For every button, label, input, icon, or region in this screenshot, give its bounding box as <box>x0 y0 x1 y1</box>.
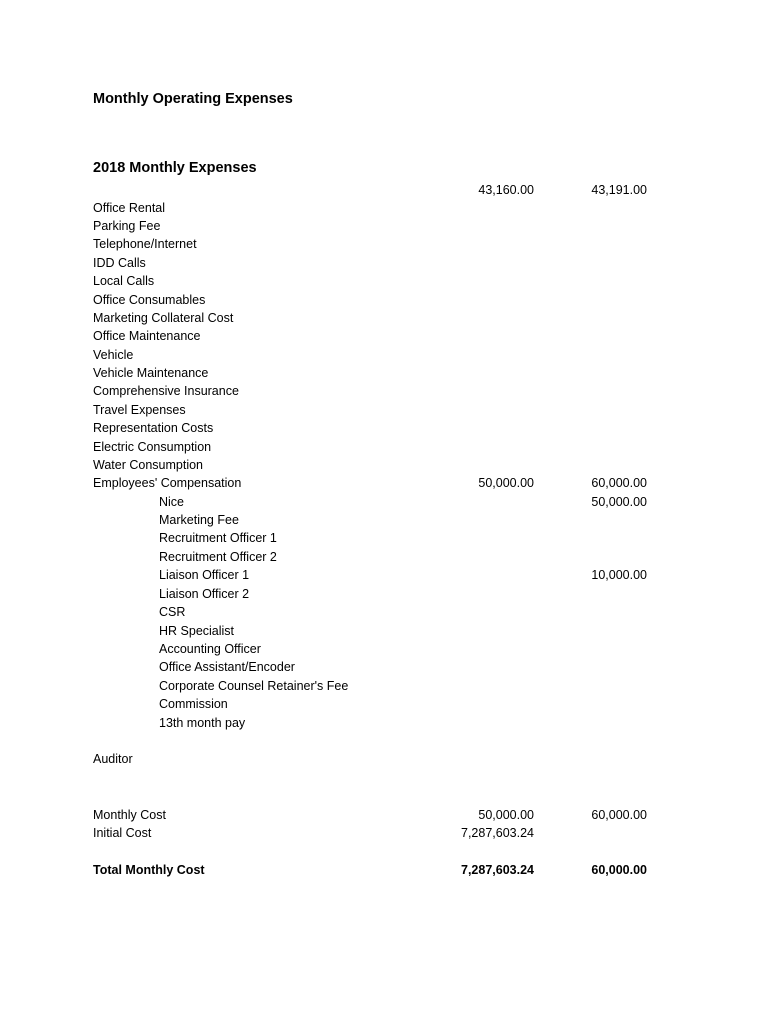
expense-row <box>0 438 768 456</box>
initial-cost-label: Initial Cost <box>93 826 152 840</box>
header-value-col1: 43,160.00 <box>478 183 534 197</box>
compensation-row <box>0 585 768 603</box>
compensation-row <box>0 695 768 713</box>
expense-row <box>0 346 768 364</box>
expense-row <box>0 272 768 290</box>
expense-label: Parking Fee <box>93 219 161 233</box>
compensation-row <box>0 640 768 658</box>
expense-row <box>0 309 768 327</box>
monthly-cost-label: Monthly Cost <box>93 808 166 822</box>
expense-label: Vehicle <box>93 348 134 362</box>
expense-label: Comprehensive Insurance <box>93 384 239 398</box>
compensation-label: HR Specialist <box>159 624 235 638</box>
compensation-label: Accounting Officer <box>159 642 261 656</box>
expense-label: Vehicle Maintenance <box>93 366 209 380</box>
compensation-value-col2: 50,000.00 <box>591 495 647 509</box>
compensation-row <box>0 658 768 676</box>
expense-row <box>0 474 768 492</box>
initial-cost-row <box>0 824 768 842</box>
compensation-row <box>0 511 768 529</box>
expense-row <box>0 254 768 272</box>
compensation-row <box>0 493 768 511</box>
auditor-row <box>0 750 768 768</box>
compensation-row <box>0 622 768 640</box>
expense-row <box>0 327 768 345</box>
total-monthly-cost-value-col2: 60,000.00 <box>591 863 647 877</box>
compensation-label: Office Assistant/Encoder <box>159 660 295 674</box>
compensation-label: Liaison Officer 1 <box>159 568 250 582</box>
compensation-row <box>0 714 768 732</box>
expense-label: Office Consumables <box>93 293 206 307</box>
compensation-row <box>0 529 768 547</box>
compensation-label: Recruitment Officer 2 <box>159 550 277 564</box>
expense-label: Office Rental <box>93 201 166 215</box>
compensation-row <box>0 566 768 584</box>
expense-row <box>0 419 768 437</box>
expense-row <box>0 456 768 474</box>
monthly-cost-row <box>0 806 768 824</box>
compensation-label: Liaison Officer 2 <box>159 587 250 601</box>
expense-label: Water Consumption <box>93 458 203 472</box>
expense-row <box>0 364 768 382</box>
compensation-row <box>0 677 768 695</box>
compensation-label: CSR <box>159 605 186 619</box>
expense-label: IDD Calls <box>93 256 146 270</box>
section-title: 2018 Monthly Expenses <box>93 160 257 176</box>
expense-row <box>0 199 768 217</box>
total-monthly-cost-value-col1: 7,287,603.24 <box>461 863 534 877</box>
header-values-row <box>0 181 768 199</box>
expense-row <box>0 382 768 400</box>
expense-label: Employees' Compensation <box>93 476 242 490</box>
compensation-row <box>0 548 768 566</box>
expense-row <box>0 401 768 419</box>
expense-label: Marketing Collateral Cost <box>93 311 234 325</box>
compensation-label: Marketing Fee <box>159 513 239 527</box>
compensation-label: Commission <box>159 697 228 711</box>
initial-cost-value-col1: 7,287,603.24 <box>461 826 534 840</box>
monthly-cost-value-col1: 50,000.00 <box>478 808 534 822</box>
expense-label: Office Maintenance <box>93 329 201 343</box>
expense-label: Local Calls <box>93 274 155 288</box>
compensation-label: Nice <box>159 495 185 509</box>
expense-label: Electric Consumption <box>93 440 212 454</box>
expense-label: Travel Expenses <box>93 403 186 417</box>
compensation-label: 13th month pay <box>159 716 246 730</box>
header-value-col2: 43,191.00 <box>591 183 647 197</box>
compensation-label: Recruitment Officer 1 <box>159 531 277 545</box>
monthly-cost-value-col2: 60,000.00 <box>591 808 647 822</box>
compensation-row <box>0 603 768 621</box>
total-monthly-cost-label: Total Monthly Cost <box>93 863 205 877</box>
expense-value-col1: 50,000.00 <box>478 476 534 490</box>
compensation-value-col2: 10,000.00 <box>591 568 647 582</box>
page-title: Monthly Operating Expenses <box>93 91 293 107</box>
total-monthly-cost-row <box>0 861 768 879</box>
expense-label: Telephone/Internet <box>93 237 197 251</box>
expense-label: Representation Costs <box>93 421 214 435</box>
compensation-label: Corporate Counsel Retainer's Fee <box>159 679 349 693</box>
expense-value-col2: 60,000.00 <box>591 476 647 490</box>
expense-row <box>0 235 768 253</box>
auditor-label: Auditor <box>93 752 133 766</box>
expense-row <box>0 217 768 235</box>
expense-row <box>0 291 768 309</box>
